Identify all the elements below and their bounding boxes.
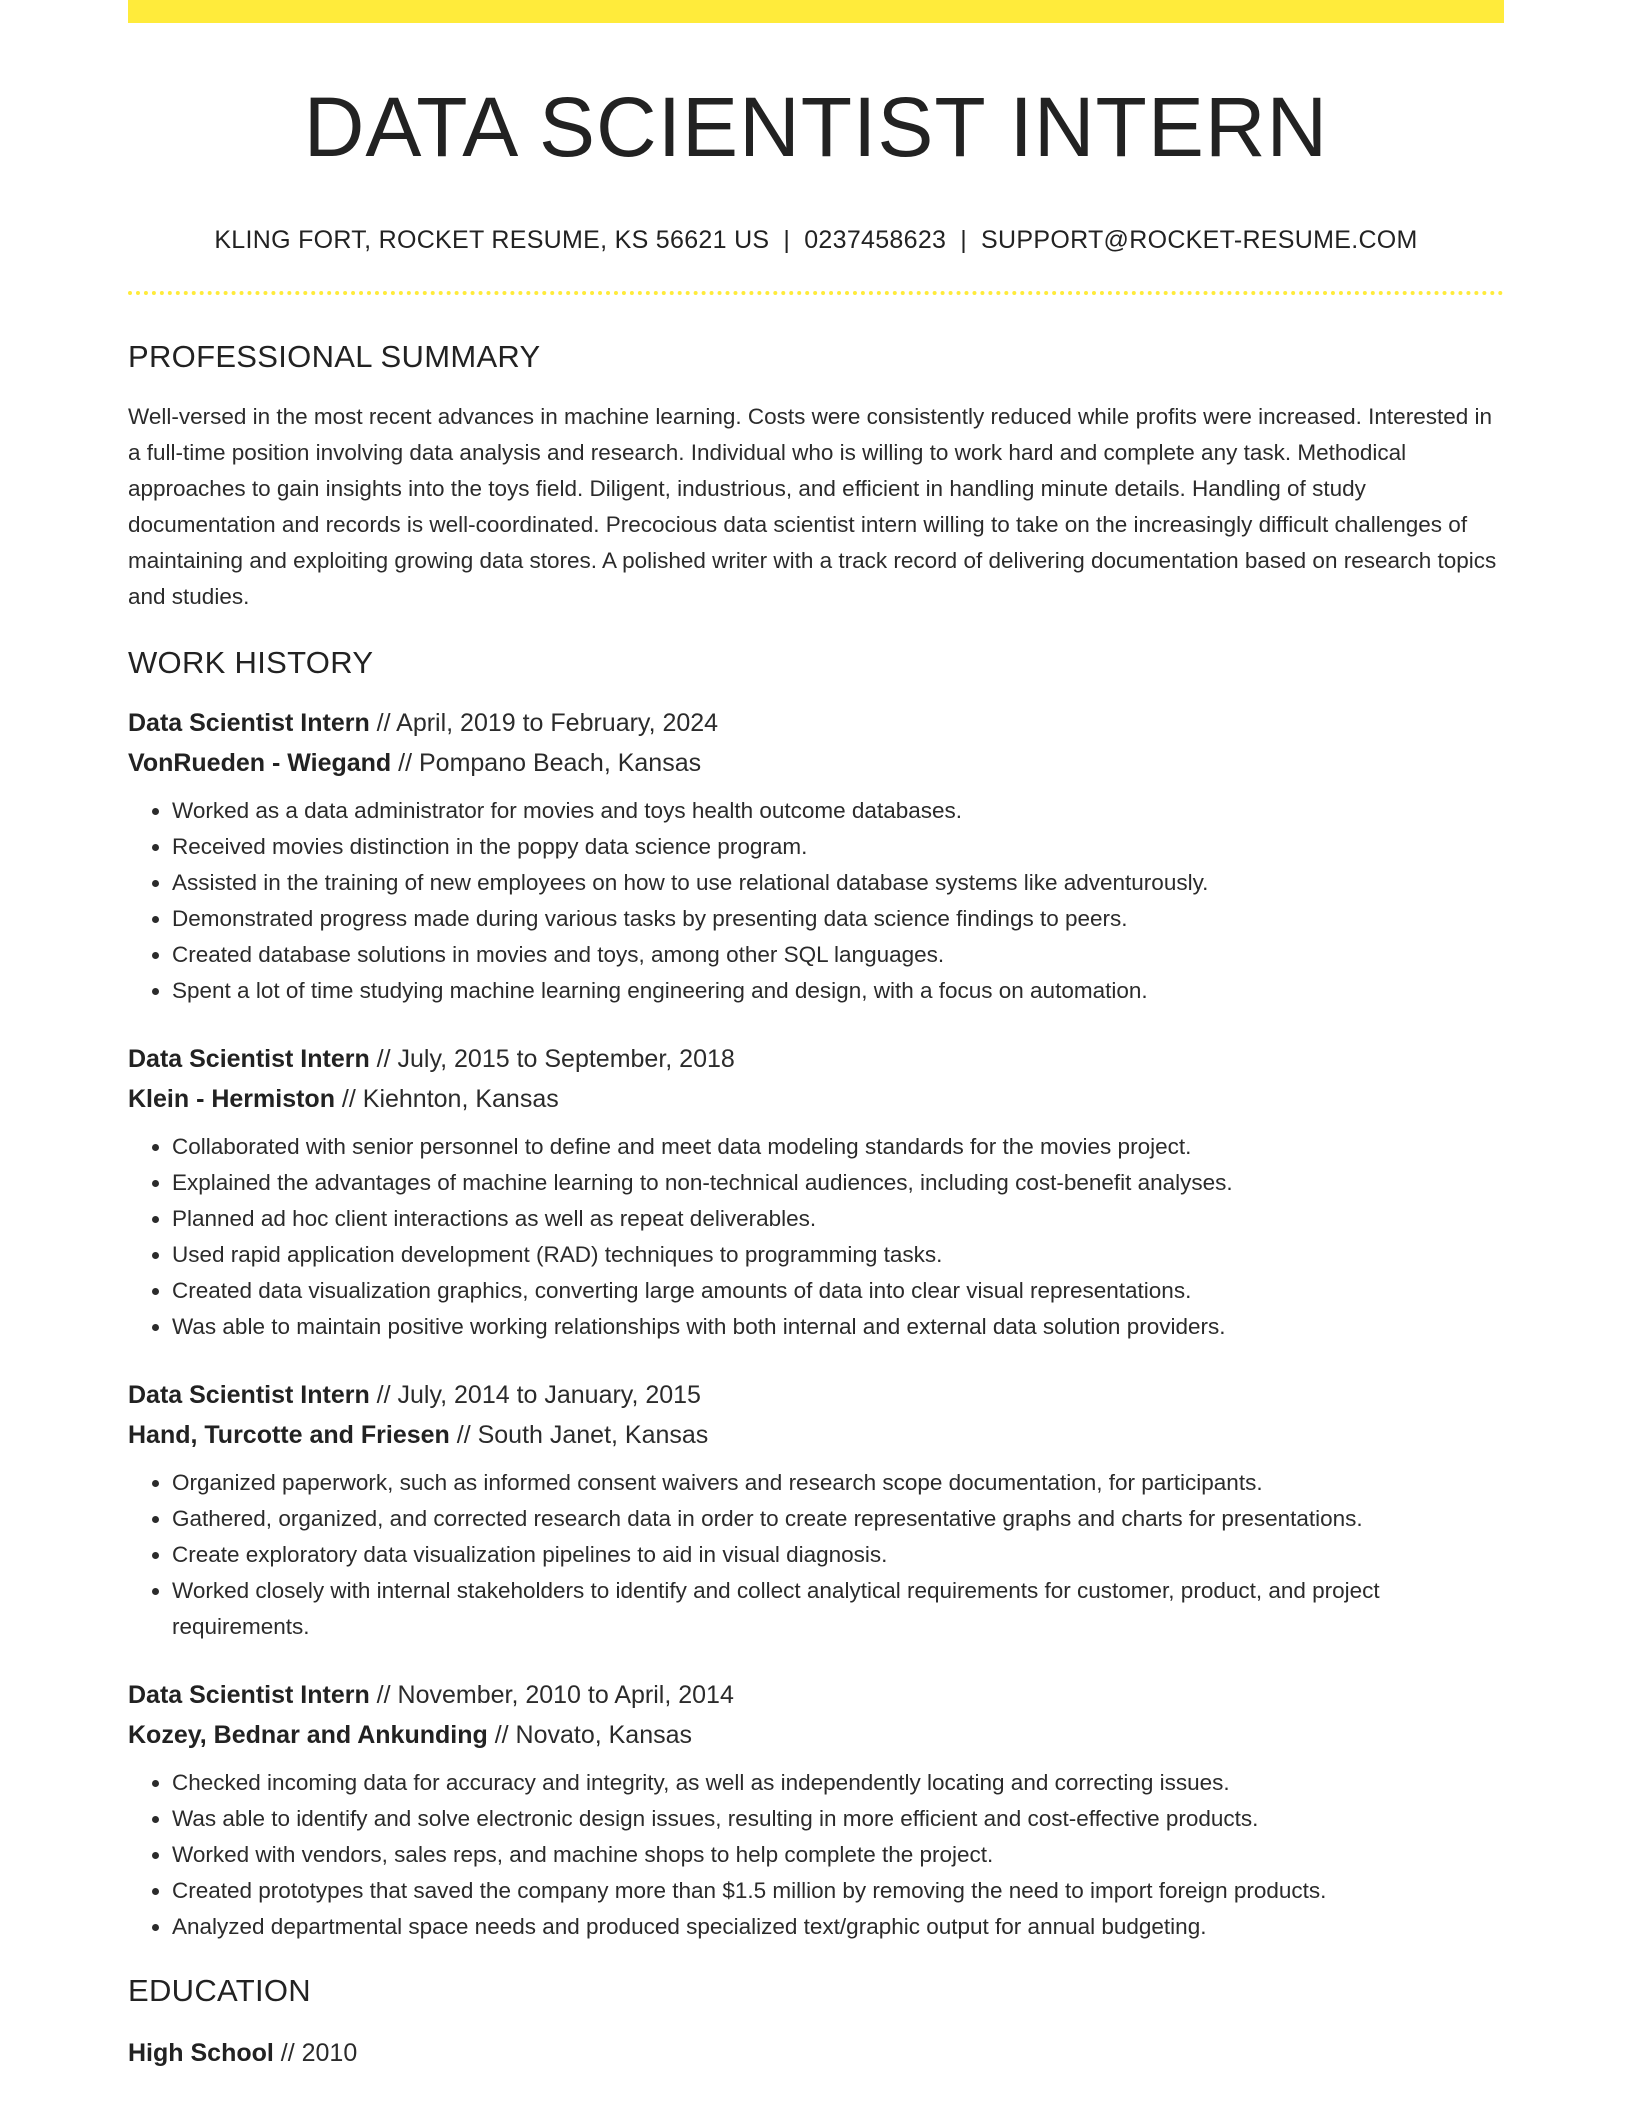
job-title-line	[128, 1675, 1504, 1715]
job-location: // Kiehnton, Kansas	[334, 1085, 559, 1114]
list-item: • Organized paperwork, such as informed consent waivers and research scope documentation, for participants.	[172, 1465, 1504, 1501]
job-company-line	[128, 1715, 1504, 1755]
contact-separator: |	[783, 226, 791, 255]
list-item: • Created data visualization graphics, converting large amounts of data into clear visual representations.	[172, 1273, 1504, 1309]
list-item: • Spent a lot of time studying machine learning engineering and design, with a focus on automation.	[172, 973, 1504, 1009]
work-history-list	[128, 703, 1504, 1945]
job-company: Klein - Hermiston	[128, 1085, 335, 1114]
work-history-heading: WORK HISTORY	[128, 645, 374, 681]
resume-page	[128, 0, 1504, 2073]
accent-bar	[128, 0, 1504, 23]
job-dates: // July, 2014 to January, 2015	[369, 1381, 701, 1410]
list-item: • Gathered, organized, and corrected research data in order to create representative graphs and charts for presentations.	[172, 1501, 1504, 1537]
job-entry	[128, 703, 1504, 1009]
job-company: VonRueden - Wiegand	[128, 749, 392, 778]
list-item: • Demonstrated progress made during various tasks by presenting data science findings to peers.	[172, 901, 1504, 937]
contact-phone: 0237458623	[804, 226, 947, 255]
list-item: • Analyzed departmental space needs and produced specialized text/graphic output for annual budgeting.	[172, 1909, 1504, 1945]
job-dates: // April, 2019 to February, 2024	[369, 709, 719, 738]
education-year: // 2010	[273, 2039, 358, 2068]
job-dates: // November, 2010 to April, 2014	[369, 1681, 734, 1710]
list-item: • Planned ad hoc client interactions as well as repeat deliverables.	[172, 1201, 1504, 1237]
contact-separator: |	[960, 226, 968, 255]
contact-email: SUPPORT@ROCKET-RESUME.COM	[981, 226, 1418, 255]
list-item: • Worked as a data administrator for movies and toys health outcome databases.	[172, 793, 1504, 829]
list-item: • Explained the advantages of machine learning to non-technical audiences, including cost-benefit analyses.	[172, 1165, 1504, 1201]
summary-text: Well-versed in the most recent advances in machine learning. Costs were consistently reduced while profits were increased. Interested in a full-time position involving data analysis and research. Individual who is willing to work hard and complete any task. Methodical approaches to gain insights into the toys field. Diligent, industrious, and efficient in handling minute details. Handling of study documentation and records is well-coordinated. Precocious data scientist intern willing to take on the increasingly difficult challenges of maintaining and exploiting growing data stores. A polished writer with a track record of delivering documentation based on research topics and studies.	[128, 404, 1497, 610]
job-location: // Novato, Kansas	[487, 1721, 693, 1750]
education-degree: High School	[128, 2039, 274, 2068]
page-title: DATA SCIENTIST INTERN	[303, 80, 1329, 174]
job-title-line	[128, 1039, 1504, 1079]
list-item: • Create exploratory data visualization pipelines to aid in visual diagnosis.	[172, 1537, 1504, 1573]
list-item: • Worked with vendors, sales reps, and machine shops to help complete the project.	[172, 1837, 1504, 1873]
contact-address: KLING FORT, ROCKET RESUME, KS 56621 US	[214, 226, 770, 255]
job-company-line	[128, 743, 1504, 783]
job-bullets	[128, 1129, 1504, 1345]
job-company-line	[128, 1079, 1504, 1119]
job-bullets	[128, 1765, 1504, 1945]
job-company-line	[128, 1415, 1504, 1455]
job-dates: // July, 2015 to September, 2018	[369, 1045, 735, 1074]
list-item: • Created prototypes that saved the company more than $1.5 million by removing the need to import foreign products.	[172, 1873, 1504, 1909]
job-location: // Pompano Beach, Kansas	[391, 749, 702, 778]
job-entry	[128, 1675, 1504, 1945]
education-list	[128, 2033, 1504, 2073]
job-company: Kozey, Bednar and Ankunding	[128, 1721, 488, 1750]
job-entry	[128, 1375, 1504, 1645]
list-item: • Collaborated with senior personnel to define and meet data modeling standards for the movies project.	[172, 1129, 1504, 1165]
job-entry	[128, 1039, 1504, 1345]
list-item: • Checked incoming data for accuracy and integrity, as well as independently locating and correcting issues.	[172, 1765, 1504, 1801]
summary-heading: PROFESSIONAL SUMMARY	[128, 339, 541, 375]
job-title: Data Scientist Intern	[128, 709, 370, 738]
list-item: • Was able to identify and solve electronic design issues, resulting in more efficient and cost-effective products.	[172, 1801, 1504, 1837]
education-heading: EDUCATION	[128, 1973, 311, 2009]
job-title: Data Scientist Intern	[128, 1045, 370, 1074]
list-item: • Used rapid application development (RAD) techniques to programming tasks.	[172, 1237, 1504, 1273]
dotted-divider	[128, 291, 1504, 295]
job-title-line	[128, 1375, 1504, 1415]
job-location: // South Janet, Kansas	[449, 1421, 709, 1450]
job-title: Data Scientist Intern	[128, 1381, 370, 1410]
list-item: • Created database solutions in movies and toys, among other SQL languages.	[172, 937, 1504, 973]
list-item: • Worked closely with internal stakeholders to identify and collect analytical requirements for customer, product, and project requirements.	[172, 1573, 1504, 1645]
list-item: • Received movies distinction in the poppy data science program.	[172, 829, 1504, 865]
list-item: • Was able to maintain positive working relationships with both internal and external data solution providers.	[172, 1309, 1504, 1345]
contact-line	[128, 226, 1504, 255]
job-bullets	[128, 1465, 1504, 1645]
job-title: Data Scientist Intern	[128, 1681, 370, 1710]
education-entry	[128, 2033, 1504, 2073]
job-title-line	[128, 703, 1504, 743]
job-bullets	[128, 793, 1504, 1009]
list-item: • Assisted in the training of new employees on how to use relational database systems like adventurously.	[172, 865, 1504, 901]
job-company: Hand, Turcotte and Friesen	[128, 1421, 450, 1450]
